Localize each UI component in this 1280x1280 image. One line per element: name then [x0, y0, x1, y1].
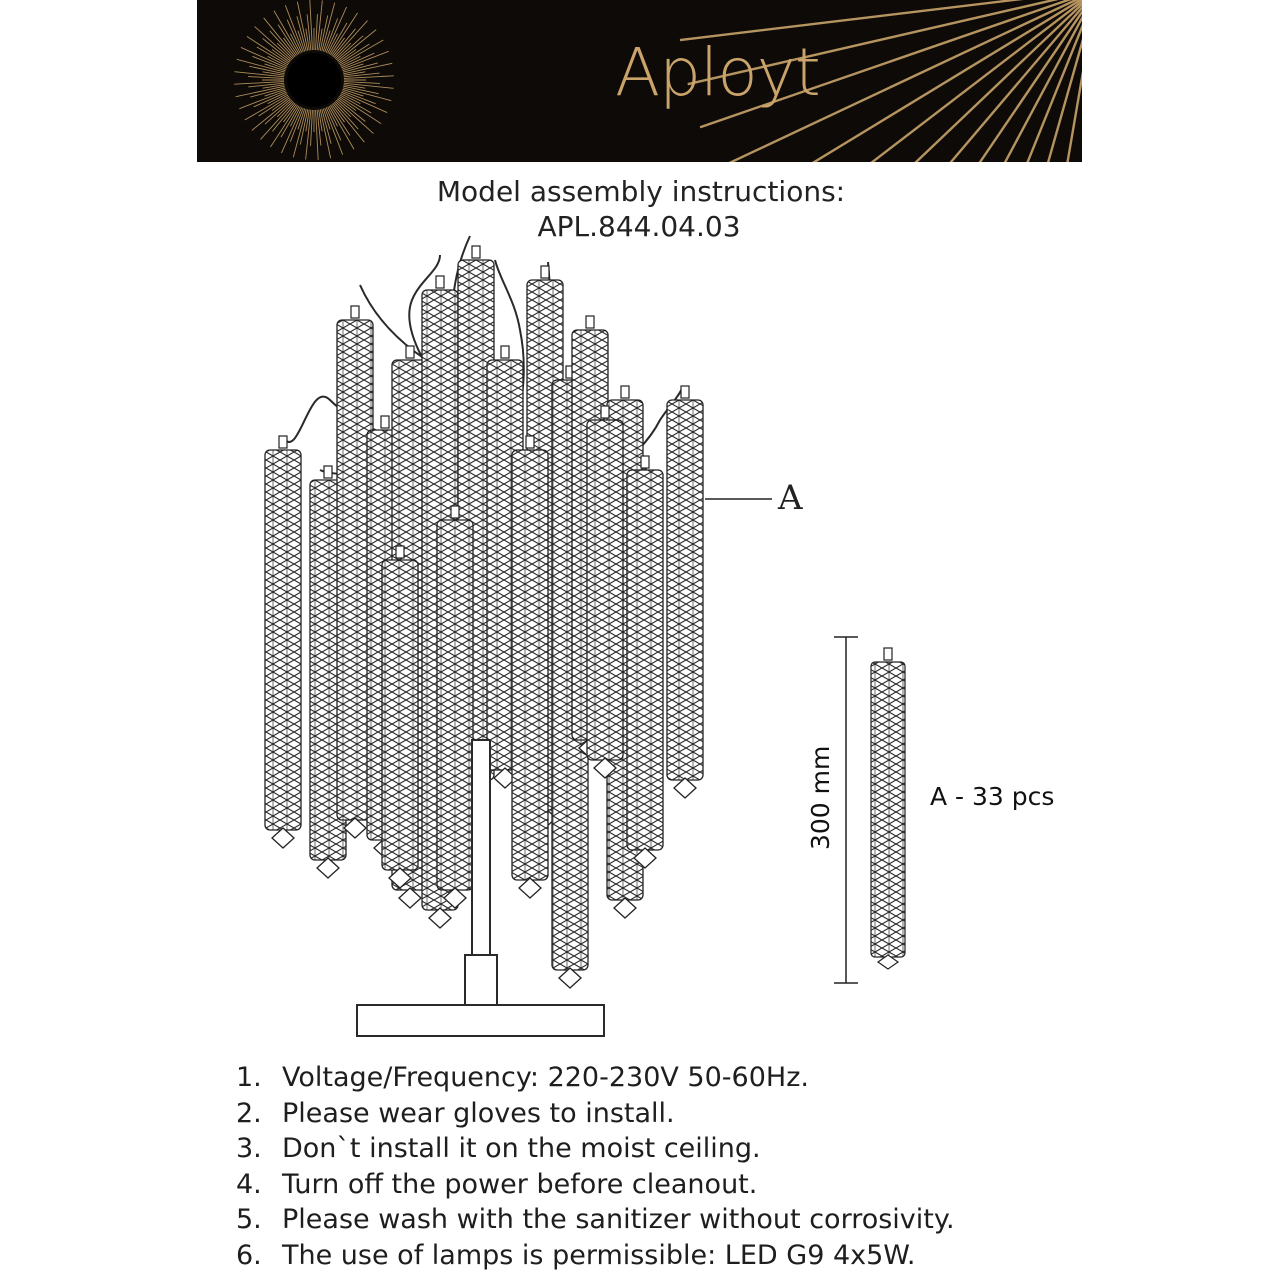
- list-item: 3. Don`t install it on the moist ceiling.: [236, 1133, 761, 1164]
- lamp-base: [357, 1005, 604, 1036]
- list-item: 4. Turn off the power before cleanout.: [236, 1168, 758, 1200]
- page-title: Model assembly instructions:: [436, 175, 846, 208]
- model-number: APL.844.04.03: [537, 210, 741, 243]
- part-a-strand: [871, 648, 905, 969]
- list-item: 2. Please wear gloves to install.: [236, 1097, 675, 1129]
- list-item: 1. Voltage/Frequency: 220-230V 50-60Hz.: [236, 1062, 809, 1093]
- lamp-stem: [472, 740, 490, 955]
- list-item: 6. The use of lamps is permissible: LED G9 4x5W.: [236, 1239, 916, 1271]
- instruction-list: [236, 1060, 955, 1273]
- list-item: 5. Please wash with the sanitizer without corrosivity.: [236, 1204, 955, 1235]
- lamp-stem-socket: [465, 955, 497, 1005]
- brand-logo-text: Aployt: [615, 34, 820, 111]
- callout-label-a: A: [778, 478, 803, 518]
- dimension-label-wrap: [806, 745, 910, 879]
- part-count-label: A - 33 pcs: [930, 782, 1055, 811]
- dimension-label: 300 mm: [806, 745, 835, 850]
